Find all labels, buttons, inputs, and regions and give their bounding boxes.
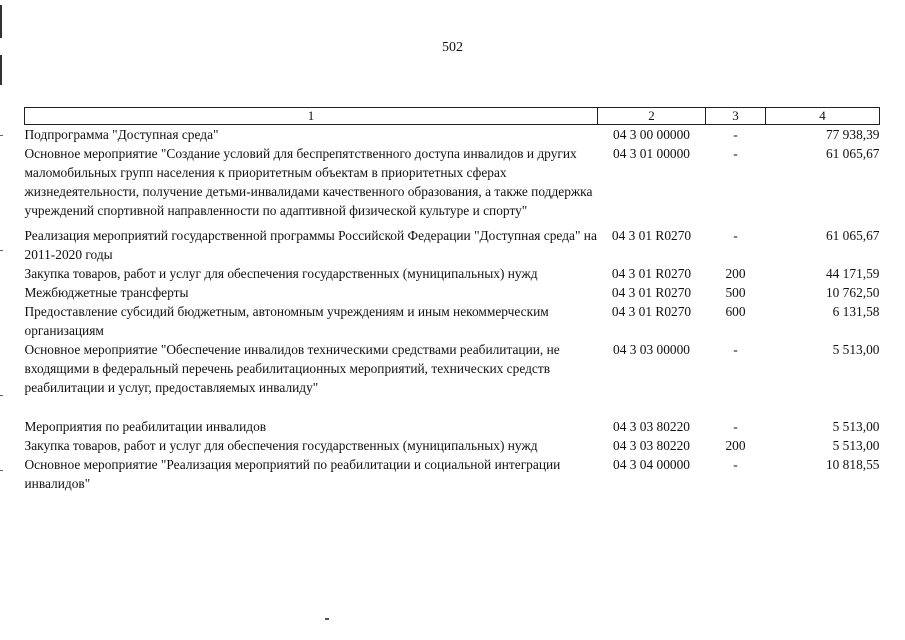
table-row xyxy=(25,125,880,145)
row-code: 04 3 01 R0270 xyxy=(611,266,692,281)
budget-table xyxy=(24,107,880,493)
row-name: Основное мероприятие "Реализация мероприятий по реабилитации и социальной интеграции инвалидов" xyxy=(24,457,561,491)
row-sum: 77 938,39 xyxy=(825,127,880,142)
row-sum: 44 171,59 xyxy=(825,266,880,281)
row-code: 04 3 01 R0270 xyxy=(611,304,692,319)
row-code: 04 3 04 00000 xyxy=(613,457,690,472)
scan-edge-tick xyxy=(0,470,3,471)
row-name: Закупка товаров, работ и услуг для обеспечения государственных (муниципальных) нужд xyxy=(24,438,538,453)
scan-edge-tick xyxy=(0,395,3,396)
row-code: 04 3 01 R0270 xyxy=(611,285,692,300)
row-name: Предоставление субсидий бюджетным, автономным учреждениям и иным некоммерческим организациям xyxy=(24,304,549,338)
scan-speck xyxy=(325,618,329,620)
row-code: 04 3 03 80220 xyxy=(613,438,690,453)
table-row xyxy=(25,144,880,226)
row-type: - xyxy=(733,127,738,142)
row-sum: 5 513,00 xyxy=(832,342,880,357)
table-row xyxy=(25,417,880,436)
column-header-name: 1 xyxy=(25,108,598,125)
table-row xyxy=(25,283,880,302)
row-type: 600 xyxy=(725,304,746,319)
row-type: - xyxy=(733,419,738,434)
row-sum: 5 513,00 xyxy=(832,438,880,453)
table-row xyxy=(25,302,880,340)
row-name: Мероприятия по реабилитации инвалидов xyxy=(24,419,267,434)
row-type: 200 xyxy=(725,438,746,453)
page-number: 502 xyxy=(442,40,463,55)
table-row xyxy=(25,340,880,417)
scan-edge-tick xyxy=(0,250,3,251)
table-header-row xyxy=(25,108,880,125)
row-type: - xyxy=(733,146,738,161)
row-type: 200 xyxy=(725,266,746,281)
column-header-type: 3 xyxy=(706,108,766,125)
row-code: 04 3 03 00000 xyxy=(613,342,690,357)
row-type: - xyxy=(733,342,738,357)
row-code: 04 3 03 80220 xyxy=(613,419,690,434)
row-sum: 10 762,50 xyxy=(825,285,880,300)
row-name: Основное мероприятие "Обеспечение инвалидов техническими средствами реабилитации, не входящими в федеральный перечень реабилитационных мероприятий, технических средств реабилитации и услуг, предоставляемых инвалиду" xyxy=(24,342,560,395)
table-row xyxy=(25,436,880,455)
scan-edge-mark xyxy=(0,55,2,85)
row-code: 04 3 01 00000 xyxy=(613,146,690,161)
row-name: Основное мероприятие "Создание условий для беспрепятственного доступа инвалидов и других маломобильных групп населения к приоритетным объектам в приоритетных сферах жизнедеятельности, получение детьми-инвалидами качественного образования, а также поддержка учреждений спортивной направленности по адаптивной физической культуре и спорту" xyxy=(24,146,593,218)
column-header-sum: 4 xyxy=(766,108,880,125)
row-type: - xyxy=(733,228,738,243)
scan-edge-tick xyxy=(0,135,3,136)
row-sum: 5 513,00 xyxy=(832,419,880,434)
row-name: Закупка товаров, работ и услуг для обеспечения государственных (муниципальных) нужд xyxy=(24,266,538,281)
row-sum: 61 065,67 xyxy=(825,228,880,243)
table-row xyxy=(25,264,880,283)
row-name: Подпрограмма "Доступная среда" xyxy=(24,127,219,142)
scan-edge-mark xyxy=(0,5,2,38)
row-code: 04 3 01 R0270 xyxy=(611,228,692,243)
row-name: Межбюджетные трансферты xyxy=(24,285,189,300)
table-row xyxy=(25,455,880,493)
row-sum: 6 131,58 xyxy=(832,304,880,319)
row-name: Реализация мероприятий государственной программы Российской Федерации "Доступная среда" на 2011-2020 годы xyxy=(24,228,597,262)
table-row xyxy=(25,226,880,264)
column-header-code: 2 xyxy=(598,108,706,125)
row-type: 500 xyxy=(725,285,746,300)
row-sum: 61 065,67 xyxy=(825,146,880,161)
row-code: 04 3 00 00000 xyxy=(613,127,690,142)
row-sum: 10 818,55 xyxy=(825,457,880,472)
row-type: - xyxy=(733,457,738,472)
